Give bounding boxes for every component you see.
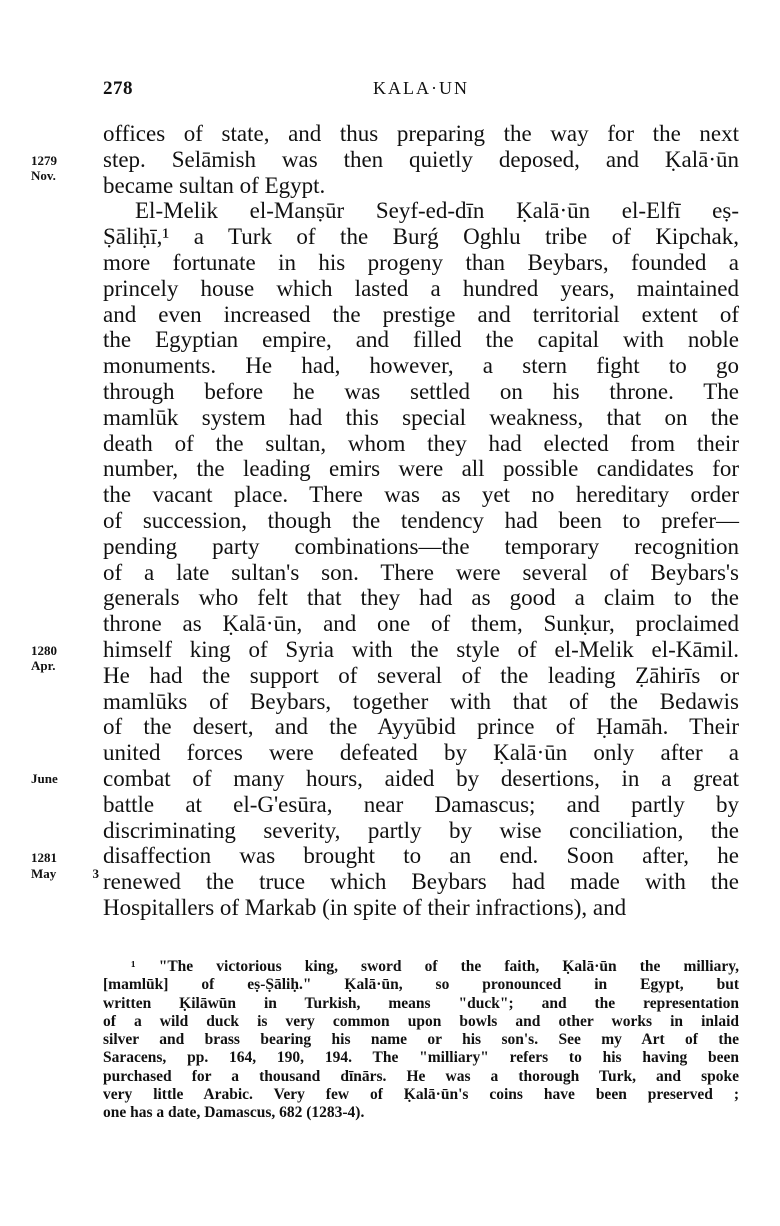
footnote-line: of a wild duck is very common upon bowls and other works in inlaid <box>103 1012 739 1030</box>
body-line: of a late sultan's son. There were several of Beybars's <box>103 559 739 585</box>
body-line <box>31 146 739 173</box>
body-line: monuments. He had, however, a stern fight to go <box>103 353 739 379</box>
footnote-line: very little Arabic. Very few of Ḳalā·ūn's coins have been preserved ; <box>103 1086 739 1104</box>
body-line: number, the leading emirs were all possible candidates for <box>103 456 739 482</box>
body-line-text: himself king of Syria with the style of el-Melik el-Kāmil. <box>103 636 739 662</box>
page-header <box>103 78 739 102</box>
body-line: through before he was settled on his throne. The <box>103 378 739 404</box>
body-line: discriminating severity, partly by wise conciliation, the <box>103 817 739 843</box>
footnote-line: purchased for a thousand dīnārs. He was a thorough Turk, and spoke <box>103 1067 739 1085</box>
body-line <box>31 843 739 869</box>
body-line-text: disaffection was brought to an end. Soon after, he <box>103 843 739 869</box>
body-line: of the desert, and the Ayyūbid prince of Ḥamāh. Their <box>103 714 739 740</box>
body-line <box>31 657 739 689</box>
body-line: battle at el-G'esūra, near Damascus; and partly by <box>103 791 739 817</box>
page-number: 278 <box>103 78 133 99</box>
body-line: El-Melik el-Manṣūr Seyf-ed-dīn Ḳalā·ūn el-Elfī eṣ- <box>135 198 739 224</box>
margin-note-month: Apr. <box>31 657 56 673</box>
body-line: of succession, though the tendency had been to prefer— <box>103 507 739 533</box>
footnote-line: written Ḳilāwūn in Turkish, means "duck"; and the representation <box>103 994 739 1012</box>
body-line: the vacant place. There was as yet no hereditary order <box>103 482 739 508</box>
margin-note-year: 1281 <box>31 850 57 866</box>
margin-note-month: June <box>31 770 58 786</box>
body-line: Ṣāliḥī,¹ a Turk of the Burǵ Oghlu tribe of Kipchak, <box>103 224 739 250</box>
margin-note-month: Nov. <box>31 167 56 183</box>
margin-note-year: 1279 <box>31 152 57 168</box>
footnotes <box>103 958 739 1123</box>
running-title: KALA·UN <box>373 78 469 98</box>
body-line-text: He had the support of several of the leading Ẓāhirīs or <box>103 662 739 688</box>
body-line: and even increased the prestige and territorial extent of <box>103 301 739 327</box>
body-line-text: step. Selāmish was then quietly deposed, and Ḳalā·ūn <box>103 146 739 172</box>
footnote-line: silver and brass bearing his name or his son's. See my Art of the <box>103 1031 739 1049</box>
body-line: princely house which lasted a hundred years, maintained <box>103 275 739 301</box>
body-line: mamlūk system had this special weakness, that on the <box>103 404 739 430</box>
body-line-text: combat of many hours, aided by desertions, in a great <box>103 765 739 791</box>
footnote-line: ¹ "The victorious king, sword of the faith, Ḳalā·ūn the milliary, <box>131 958 739 975</box>
body-line: mamlūks of Beybars, together with that of the Bedawis <box>103 688 739 714</box>
footnote-line: one has a date, Damascus, 682 (1283-4). <box>103 1104 365 1122</box>
body-line: more fortunate in his progeny than Beybars, founded a <box>103 249 739 275</box>
body-line-text: renewed the truce which Beybars had made with the <box>103 869 739 895</box>
body-line: the Egyptian empire, and filled the capital with noble <box>103 327 739 353</box>
body-line: Hospitallers of Markab (in spite of their infractions), and <box>103 894 627 920</box>
body-line-text: became sultan of Egypt. <box>103 172 326 198</box>
body-line <box>31 765 739 792</box>
body-line: generals who felt that they had as good a claim to the <box>103 585 739 611</box>
body-line <box>31 167 739 199</box>
body-line: death of the sultan, whom they had elected from their <box>103 430 739 456</box>
margin-note-date: May 3 <box>31 866 99 882</box>
footnote-line: Saracens, pp. 164, 190, 194. The "milliary" refers to his having been <box>103 1049 739 1067</box>
body-line: united forces were defeated by Ḳalā·ūn only after a <box>103 740 739 766</box>
body-text <box>31 121 739 921</box>
body-line <box>31 866 739 895</box>
body-line: throne as Ḳalā·ūn, and one of them, Sunḳur, proclaimed <box>103 611 739 637</box>
margin-note-year: 1280 <box>31 642 57 658</box>
footnote-line: [mamlūk] of eṣ-Ṣāliḥ." Ḳalā·ūn, so pronounced in Egypt, but <box>103 976 739 994</box>
body-line: pending party combinations—the temporary recognition <box>103 533 739 559</box>
body-line: offices of state, and thus preparing the way for the next <box>103 121 739 146</box>
body-line <box>31 636 739 663</box>
